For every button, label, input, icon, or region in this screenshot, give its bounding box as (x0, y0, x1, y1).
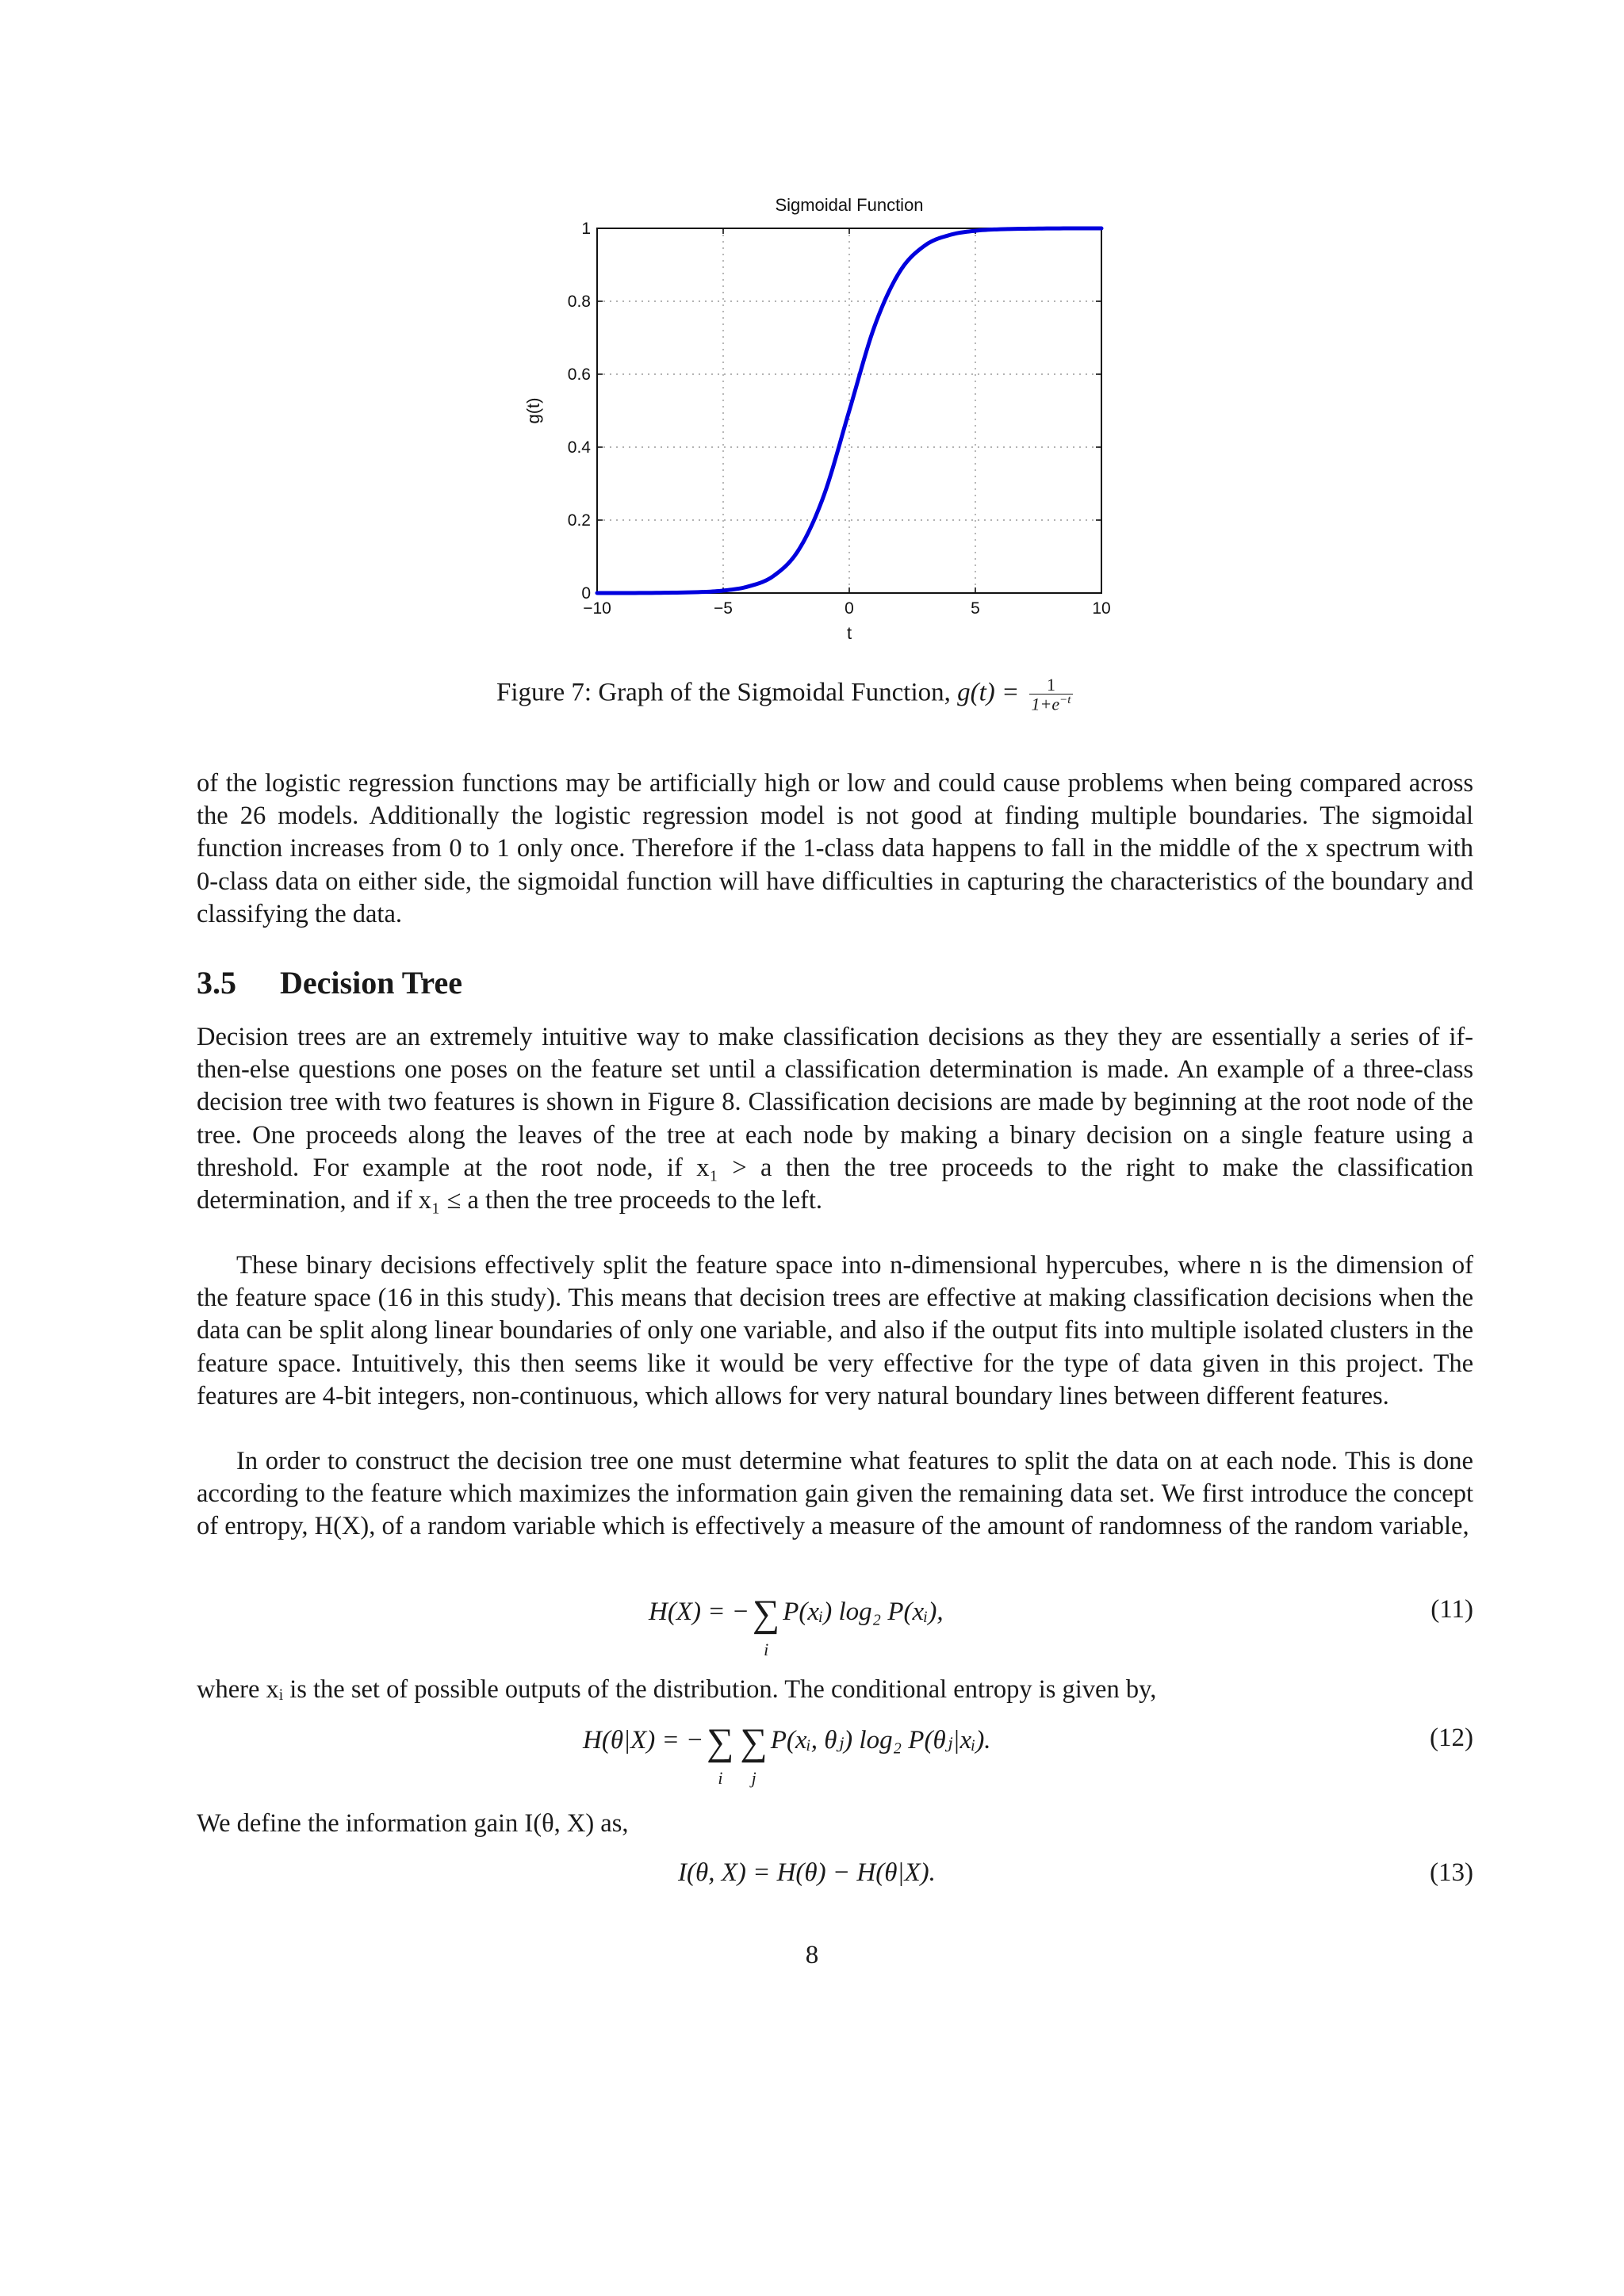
fraction-denominator-base: 1+e (1031, 694, 1060, 714)
paragraph-information-gain: We define the information gain I(θ, X) as, (197, 1809, 629, 1838)
x-tick-label: 10 (1092, 599, 1111, 618)
equation-11-number: (11) (1431, 1595, 1473, 1624)
equation-12-lhs: H(θ|X) = − (583, 1726, 704, 1755)
paragraph-entropy-intro: In order to construct the decision tree one must determine what features to split the data on at each node. This is done according to the feature which maximizes the information gain given the remaining data set. We first introduce the concept of entropy, H(X), of a random variable which is effectively a measure of the amount of randomness of the random variable, (197, 1447, 1473, 1541)
equation-13-body: I(θ, X) = H(θ) − H(θ|X). (678, 1858, 936, 1887)
section-heading (197, 964, 462, 1001)
section-title: Decision Tree (280, 965, 462, 1001)
page-number: 8 (805, 1941, 819, 1969)
fraction-denominator-exponent: −t (1059, 694, 1071, 707)
summation-index: i (764, 1640, 769, 1659)
equation-13-number: (13) (1430, 1858, 1473, 1887)
equation-11-rhs: P(xᵢ) log₂ P(xᵢ), (783, 1598, 944, 1626)
summation-symbol: ∑ i (707, 1721, 734, 1788)
equation-12-body (583, 1721, 991, 1788)
y-tick-label: 0 (581, 584, 591, 603)
equation-11 (197, 1593, 1473, 1659)
x-tick-label: 0 (845, 599, 854, 618)
equation-12 (197, 1721, 1473, 1788)
paragraph-possible-outputs: where xᵢ is the set of possible outputs of the distribution. The conditional entropy is given by, (197, 1675, 1157, 1704)
summation-symbol: ∑ j (740, 1721, 768, 1788)
x-tick-label: −5 (714, 599, 733, 618)
fraction-denominator (1029, 695, 1074, 713)
figure-caption (496, 675, 1194, 714)
x-tick-label: −10 (583, 599, 611, 618)
chart-x-axis-label: t (846, 623, 852, 643)
equation-11-body (649, 1593, 944, 1659)
sigmoid-curve (597, 228, 1101, 593)
figure-caption-fraction (1029, 675, 1074, 714)
chart-y-axis-label: g(t) (523, 397, 543, 424)
sigmoid-figure (523, 186, 1126, 654)
y-tick-label: 0.6 (567, 365, 591, 384)
x-tick-label: 5 (971, 599, 980, 618)
fraction-numerator: 1 (1029, 675, 1074, 695)
y-tick-label: 0.2 (567, 511, 591, 530)
section-number: 3.5 (197, 965, 236, 1001)
y-tick-label: 1 (581, 220, 591, 238)
paragraph-decision-trees-intro: Decision trees are an extremely intuitive way to make classification decisions as they they are essentially a series of if-then-else questions one poses on the feature set until a classification determination is made. An example of a three-class decision tree with two features is shown in Figure 8. Classification decisions are made by beginning at the root node of the tree. One proceeds along the leaves of the tree at each node by making a binary decision on a single feature using a threshold. For example at the root node, if x₁ > a then the tree proceeds to the right to make the classification determination, and if x₁ ≤ a then the tree proceeds to the left. (197, 1023, 1473, 1215)
chart-ticks (568, 220, 1111, 618)
summation-symbol: ∑ i (753, 1593, 780, 1659)
summation-index: i (718, 1768, 723, 1788)
sigmoid-chart (523, 186, 1126, 654)
summation-index: j (751, 1768, 756, 1788)
equation-12-number: (12) (1430, 1724, 1473, 1752)
figure-caption-text: Figure 7: Graph of the Sigmoidal Function, (496, 678, 951, 707)
figure-caption-formula: g(t) = (957, 678, 1020, 707)
chart-title: Sigmoidal Function (775, 195, 924, 215)
equation-13 (197, 1858, 1473, 1914)
paragraph-hypercubes: These binary decisions effectively split the feature space into n-dimensional hypercubes, where n is the dimension of the feature space (16 in this study). This means that decision trees are effective at making classification decisions when the data can be split along linear boundaries of only one variable, and also if the output fits into multiple isolated clusters in the feature space. Intuitively, this then seems like it would be very effective for the type of data given in this project. The features are 4-bit integers, non-continuous, which allows for very natural boundary lines between different features. (197, 1251, 1473, 1410)
equation-12-rhs: P(xᵢ, θⱼ) log₂ P(θⱼ|xᵢ). (770, 1726, 991, 1755)
equation-11-lhs: H(X) = − (649, 1598, 750, 1626)
paragraph-logistic-regression: of the logistic regression functions may be artificially high or low and could cause problems when being compared across the 26 models. Additionally the logistic regression model is not good at finding multiple boundaries. The sigmoidal function increases from 0 to 1 only once. Therefore if the 1-class data happens to fall in the middle of the x spectrum with 0-class data on either side, the sigmoidal function will have difficulties in capturing the characteristics of the boundary and classifying the data. (197, 769, 1473, 928)
y-tick-label: 0.4 (567, 438, 591, 457)
y-tick-label: 0.8 (567, 293, 591, 311)
